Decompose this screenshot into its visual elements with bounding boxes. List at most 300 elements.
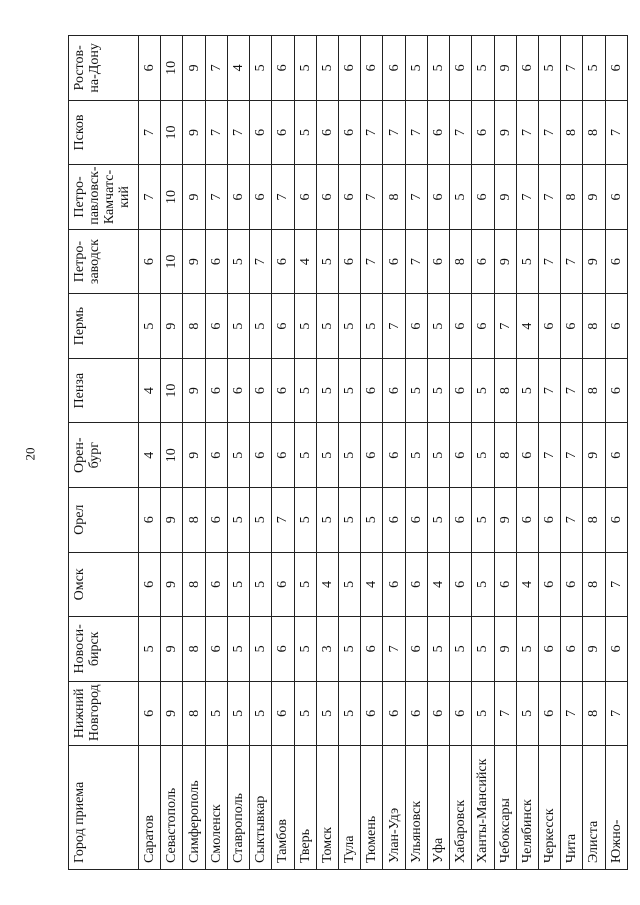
value-cell: 6 [205, 487, 227, 552]
value-cell: 6 [383, 487, 405, 552]
value-cell: 6 [605, 229, 627, 294]
table-row [361, 36, 383, 870]
value-cell: 7 [561, 487, 583, 552]
value-cell: 6 [450, 423, 472, 488]
value-cell: 6 [450, 487, 472, 552]
value-cell: 5 [250, 552, 272, 617]
value-cell: 5 [338, 681, 360, 746]
city-cell: Севастополь [161, 746, 183, 870]
column-header: Петро-заводск [69, 229, 139, 294]
value-cell: 7 [205, 100, 227, 165]
value-cell: 5 [427, 423, 449, 488]
value-cell: 6 [361, 617, 383, 682]
value-cell: 7 [605, 681, 627, 746]
value-cell: 7 [405, 100, 427, 165]
value-cell: 5 [294, 358, 316, 423]
value-cell: 9 [183, 423, 205, 488]
value-cell: 5 [139, 294, 161, 359]
table-row [583, 36, 605, 870]
value-cell: 6 [250, 358, 272, 423]
value-cell: 5 [316, 487, 338, 552]
value-cell: 5 [405, 423, 427, 488]
value-cell: 4 [139, 358, 161, 423]
table-row [427, 36, 449, 870]
value-cell: 6 [405, 487, 427, 552]
city-cell: Чебоксары [494, 746, 516, 870]
value-cell: 6 [139, 229, 161, 294]
city-cell: Сыктывкар [250, 746, 272, 870]
value-cell: 6 [205, 358, 227, 423]
value-cell: 5 [250, 36, 272, 101]
city-cell: Чита [561, 746, 583, 870]
value-cell: 6 [272, 552, 294, 617]
city-cell: Улан-Удэ [383, 746, 405, 870]
value-cell: 6 [294, 165, 316, 230]
table-row [472, 36, 494, 870]
value-cell: 6 [205, 552, 227, 617]
value-cell: 10 [161, 100, 183, 165]
value-cell: 4 [516, 552, 538, 617]
column-header: Новоси-бирск [69, 617, 139, 682]
city-cell: Тюмень [361, 746, 383, 870]
value-cell: 9 [161, 487, 183, 552]
value-cell: 5 [472, 487, 494, 552]
value-cell: 9 [583, 229, 605, 294]
value-cell: 6 [450, 294, 472, 359]
value-cell: 7 [494, 294, 516, 359]
value-cell: 9 [583, 423, 605, 488]
value-cell: 10 [161, 423, 183, 488]
table-row [227, 36, 249, 870]
value-cell: 6 [338, 100, 360, 165]
value-cell: 5 [294, 487, 316, 552]
value-cell: 7 [605, 100, 627, 165]
value-cell: 6 [516, 423, 538, 488]
value-cell: 6 [383, 681, 405, 746]
value-cell: 7 [605, 552, 627, 617]
value-cell: 5 [250, 617, 272, 682]
value-cell: 5 [294, 552, 316, 617]
column-header: Псков [69, 100, 139, 165]
value-cell: 5 [316, 36, 338, 101]
value-cell: 7 [361, 229, 383, 294]
value-cell: 5 [227, 229, 249, 294]
value-cell: 6 [450, 36, 472, 101]
city-cell: Смоленск [205, 746, 227, 870]
value-cell: 10 [161, 229, 183, 294]
column-header: Орен-бург [69, 423, 139, 488]
table-row [450, 36, 472, 870]
value-cell: 8 [583, 487, 605, 552]
value-cell: 5 [316, 229, 338, 294]
value-cell: 7 [139, 165, 161, 230]
value-cell: 6 [405, 617, 427, 682]
value-cell: 5 [139, 617, 161, 682]
table-row [383, 36, 405, 870]
value-cell: 7 [494, 681, 516, 746]
value-cell: 6 [205, 617, 227, 682]
value-cell: 9 [494, 100, 516, 165]
value-cell: 5 [227, 617, 249, 682]
value-cell: 5 [361, 294, 383, 359]
value-cell: 6 [605, 165, 627, 230]
table-row [294, 36, 316, 870]
value-cell: 5 [294, 100, 316, 165]
value-cell: 9 [583, 617, 605, 682]
city-cell: Тамбов [272, 746, 294, 870]
value-cell: 7 [561, 358, 583, 423]
value-cell: 5 [472, 358, 494, 423]
value-cell: 9 [583, 165, 605, 230]
value-cell: 6 [450, 358, 472, 423]
value-cell: 6 [338, 165, 360, 230]
value-cell: 6 [250, 423, 272, 488]
value-cell: 6 [227, 358, 249, 423]
value-cell: 5 [516, 229, 538, 294]
value-cell: 7 [383, 100, 405, 165]
value-cell: 6 [538, 681, 560, 746]
value-cell: 5 [450, 617, 472, 682]
city-cell: Ульяновск [405, 746, 427, 870]
city-cell: Челябинск [516, 746, 538, 870]
value-cell: 6 [605, 617, 627, 682]
value-cell: 6 [338, 229, 360, 294]
column-header: Петро-павловск-Камчатс-кий [69, 165, 139, 230]
value-cell: 9 [494, 36, 516, 101]
value-cell: 6 [272, 229, 294, 294]
value-cell: 5 [427, 36, 449, 101]
value-cell: 5 [294, 617, 316, 682]
table-row [338, 36, 360, 870]
value-cell: 9 [161, 294, 183, 359]
value-cell: 6 [405, 681, 427, 746]
column-header: Ростов-на-Дону [69, 36, 139, 101]
value-cell: 5 [316, 358, 338, 423]
table-row [561, 36, 583, 870]
value-cell: 4 [516, 294, 538, 359]
value-cell: 9 [183, 229, 205, 294]
value-cell: 8 [583, 358, 605, 423]
value-cell: 9 [183, 358, 205, 423]
value-cell: 6 [316, 165, 338, 230]
value-cell: 7 [516, 165, 538, 230]
value-cell: 6 [139, 681, 161, 746]
table-row [205, 36, 227, 870]
value-cell: 9 [494, 229, 516, 294]
value-cell: 5 [338, 487, 360, 552]
value-cell: 9 [494, 617, 516, 682]
value-cell: 5 [316, 294, 338, 359]
value-cell: 9 [161, 552, 183, 617]
value-cell: 6 [272, 36, 294, 101]
value-cell: 6 [472, 294, 494, 359]
value-cell: 6 [383, 423, 405, 488]
value-cell: 8 [494, 358, 516, 423]
value-cell: 5 [338, 358, 360, 423]
value-cell: 6 [139, 36, 161, 101]
city-cell: Ханты-Мансийск [472, 746, 494, 870]
value-cell: 4 [316, 552, 338, 617]
table-row [405, 36, 427, 870]
value-cell: 6 [561, 617, 583, 682]
value-cell: 9 [161, 681, 183, 746]
value-cell: 5 [294, 423, 316, 488]
table-row [272, 36, 294, 870]
value-cell: 10 [161, 358, 183, 423]
value-cell: 7 [561, 229, 583, 294]
value-cell: 6 [139, 552, 161, 617]
value-cell: 7 [250, 229, 272, 294]
value-cell: 6 [383, 552, 405, 617]
header-row [69, 36, 139, 870]
table-row [316, 36, 338, 870]
value-cell: 6 [405, 552, 427, 617]
city-cell: Тверь [294, 746, 316, 870]
value-cell: 6 [205, 423, 227, 488]
value-cell: 5 [472, 552, 494, 617]
value-cell: 8 [383, 165, 405, 230]
value-cell: 7 [361, 165, 383, 230]
value-cell: 7 [205, 165, 227, 230]
value-cell: 6 [538, 294, 560, 359]
value-cell: 8 [183, 294, 205, 359]
value-cell: 8 [583, 100, 605, 165]
value-cell: 8 [583, 681, 605, 746]
value-cell: 5 [427, 487, 449, 552]
value-cell: 7 [361, 100, 383, 165]
value-cell: 5 [427, 358, 449, 423]
value-cell: 6 [205, 294, 227, 359]
value-cell: 5 [250, 294, 272, 359]
value-cell: 7 [538, 165, 560, 230]
column-header: Нижний Новгород [69, 681, 139, 746]
column-header: Орел [69, 487, 139, 552]
value-cell: 6 [361, 358, 383, 423]
value-cell: 8 [494, 423, 516, 488]
value-cell: 6 [272, 100, 294, 165]
value-cell: 5 [316, 423, 338, 488]
value-cell: 9 [494, 487, 516, 552]
value-cell: 7 [561, 681, 583, 746]
value-cell: 8 [450, 229, 472, 294]
value-cell: 7 [538, 423, 560, 488]
value-cell: 7 [561, 423, 583, 488]
value-cell: 7 [139, 100, 161, 165]
value-cell: 4 [227, 36, 249, 101]
city-cell: Тула [338, 746, 360, 870]
value-cell: 5 [205, 681, 227, 746]
value-cell: 7 [272, 487, 294, 552]
value-cell: 4 [361, 552, 383, 617]
value-cell: 5 [338, 423, 360, 488]
value-cell: 5 [294, 681, 316, 746]
city-cell: Уфа [427, 746, 449, 870]
value-cell: 6 [405, 294, 427, 359]
value-cell: 6 [450, 681, 472, 746]
value-cell: 8 [183, 617, 205, 682]
value-cell: 6 [361, 681, 383, 746]
value-cell: 7 [538, 229, 560, 294]
value-cell: 6 [361, 423, 383, 488]
city-cell: Элиста [583, 746, 605, 870]
table-row [250, 36, 272, 870]
value-cell: 6 [427, 229, 449, 294]
value-cell: 7 [561, 36, 583, 101]
table-row [605, 36, 627, 870]
value-cell: 6 [227, 165, 249, 230]
value-cell: 6 [250, 100, 272, 165]
value-cell: 5 [516, 617, 538, 682]
city-cell: Ставрополь [227, 746, 249, 870]
value-cell: 6 [383, 36, 405, 101]
value-cell: 7 [516, 100, 538, 165]
value-cell: 6 [316, 100, 338, 165]
value-cell: 7 [405, 229, 427, 294]
value-cell: 9 [183, 165, 205, 230]
column-header: Пенза [69, 358, 139, 423]
value-cell: 6 [516, 487, 538, 552]
value-cell: 6 [250, 165, 272, 230]
value-cell: 6 [205, 229, 227, 294]
value-cell: 7 [205, 36, 227, 101]
city-cell: Хабаровск [450, 746, 472, 870]
value-cell: 6 [538, 552, 560, 617]
table-row [538, 36, 560, 870]
page-number: 20 [22, 447, 38, 461]
value-cell: 5 [427, 617, 449, 682]
city-cell: Саратов [139, 746, 161, 870]
value-cell: 7 [405, 165, 427, 230]
value-cell: 5 [516, 681, 538, 746]
value-cell: 6 [139, 487, 161, 552]
value-cell: 7 [383, 617, 405, 682]
value-cell: 5 [427, 294, 449, 359]
value-cell: 5 [472, 617, 494, 682]
value-cell: 5 [227, 681, 249, 746]
value-cell: 5 [227, 423, 249, 488]
value-cell: 6 [427, 681, 449, 746]
value-cell: 5 [472, 423, 494, 488]
value-cell: 9 [183, 100, 205, 165]
value-cell: 6 [538, 487, 560, 552]
value-cell: 6 [427, 165, 449, 230]
value-cell: 10 [161, 165, 183, 230]
value-cell: 5 [538, 36, 560, 101]
table-body [139, 36, 628, 870]
value-cell: 6 [383, 229, 405, 294]
value-cell: 4 [427, 552, 449, 617]
value-cell: 5 [338, 617, 360, 682]
value-cell: 6 [516, 36, 538, 101]
value-cell: 6 [472, 165, 494, 230]
column-header: Омск [69, 552, 139, 617]
value-cell: 6 [561, 552, 583, 617]
value-cell: 4 [139, 423, 161, 488]
value-cell: 8 [561, 100, 583, 165]
column-header: Пермь [69, 294, 139, 359]
value-cell: 5 [472, 36, 494, 101]
value-cell: 6 [605, 358, 627, 423]
value-cell: 6 [272, 617, 294, 682]
value-cell: 6 [272, 681, 294, 746]
value-cell: 6 [605, 487, 627, 552]
value-cell: 6 [272, 423, 294, 488]
value-cell: 7 [272, 165, 294, 230]
value-cell: 6 [383, 358, 405, 423]
value-cell: 6 [538, 617, 560, 682]
value-cell: 7 [538, 358, 560, 423]
value-cell: 5 [405, 358, 427, 423]
value-cell: 6 [450, 552, 472, 617]
value-cell: 8 [583, 294, 605, 359]
value-cell: 5 [338, 552, 360, 617]
value-cell: 5 [472, 681, 494, 746]
rotated-table-container [68, 35, 628, 870]
value-cell: 7 [450, 100, 472, 165]
value-cell: 8 [183, 487, 205, 552]
value-cell: 8 [561, 165, 583, 230]
value-cell: 5 [227, 552, 249, 617]
column-header-city: Город приема [69, 746, 139, 870]
table-row [516, 36, 538, 870]
value-cell: 5 [294, 36, 316, 101]
value-cell: 5 [294, 294, 316, 359]
value-cell: 8 [183, 681, 205, 746]
value-cell: 6 [494, 552, 516, 617]
value-cell: 6 [472, 229, 494, 294]
value-cell: 6 [272, 294, 294, 359]
value-cell: 7 [383, 294, 405, 359]
city-cell: Черкесск [538, 746, 560, 870]
value-cell: 6 [427, 100, 449, 165]
table-row [161, 36, 183, 870]
value-cell: 5 [316, 681, 338, 746]
value-cell: 6 [605, 36, 627, 101]
value-cell: 6 [338, 36, 360, 101]
value-cell: 6 [272, 358, 294, 423]
value-cell: 8 [583, 552, 605, 617]
value-cell: 6 [605, 294, 627, 359]
value-cell: 9 [161, 617, 183, 682]
value-cell: 5 [583, 36, 605, 101]
value-cell: 3 [316, 617, 338, 682]
table-row [494, 36, 516, 870]
value-cell: 5 [227, 487, 249, 552]
value-cell: 5 [405, 36, 427, 101]
value-cell: 9 [183, 36, 205, 101]
city-cell: Томск [316, 746, 338, 870]
value-cell: 5 [250, 487, 272, 552]
value-cell: 7 [538, 100, 560, 165]
value-cell: 4 [294, 229, 316, 294]
value-cell: 5 [338, 294, 360, 359]
value-cell: 5 [361, 487, 383, 552]
value-cell: 5 [227, 294, 249, 359]
value-cell: 10 [161, 36, 183, 101]
value-cell: 6 [472, 100, 494, 165]
city-cell: Симферополь [183, 746, 205, 870]
value-cell: 7 [227, 100, 249, 165]
value-cell: 6 [605, 423, 627, 488]
table-row [139, 36, 161, 870]
table-row [183, 36, 205, 870]
city-cell: Южно- [605, 746, 627, 870]
value-cell: 6 [561, 294, 583, 359]
value-cell: 5 [516, 358, 538, 423]
value-cell: 6 [361, 36, 383, 101]
transfer-table [68, 35, 628, 870]
value-cell: 5 [450, 165, 472, 230]
